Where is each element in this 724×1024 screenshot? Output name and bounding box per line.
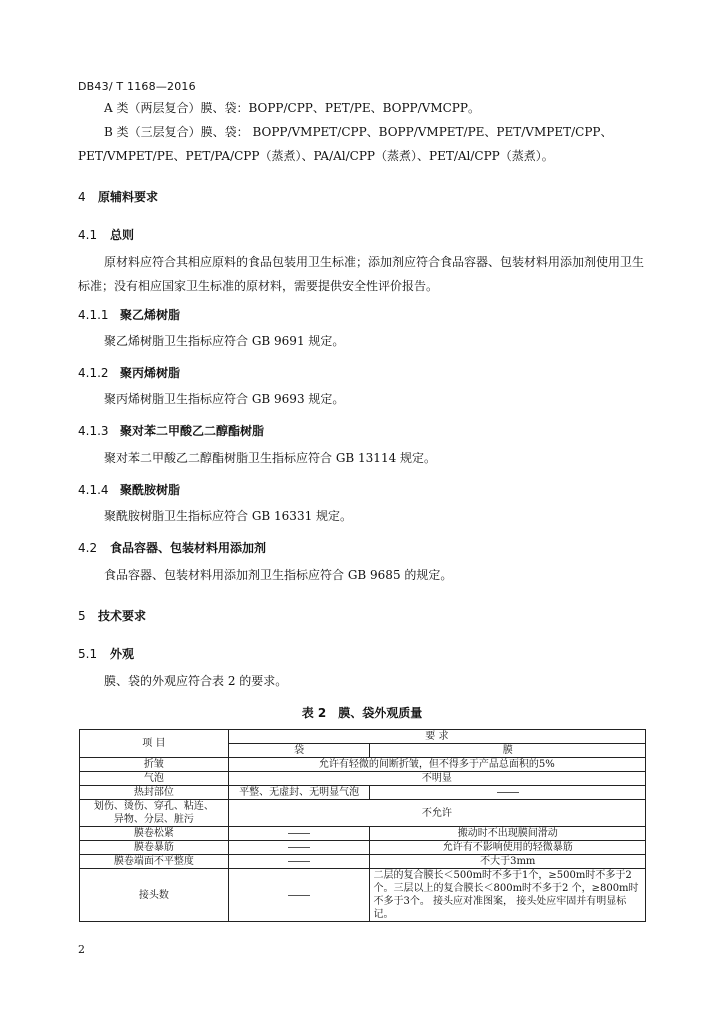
section-4-1-2-heading	[78, 364, 180, 381]
table-row	[80, 758, 646, 772]
section-4-1-3-heading	[78, 422, 264, 439]
row-item: 膜卷松紧	[80, 827, 229, 841]
section-number: 5.1	[78, 647, 98, 661]
section-4-2-body: 食品容器、包装材料用添加剂卫生指标应符合 GB 9685 的规定。	[104, 568, 453, 582]
section-title: 聚丙烯树脂	[120, 366, 181, 380]
row-value: 允许有轻微的间断折皱，但不得多于产品总面积的5%	[228, 758, 645, 772]
row-bag-value: 平整、无虚封、无明显气泡	[228, 786, 370, 800]
section-title: 聚酰胺树脂	[120, 483, 181, 497]
row-item-line: 异物、分层、脏污	[113, 814, 194, 825]
section-number: 4	[78, 190, 86, 204]
row-item: 折皱	[80, 758, 229, 772]
table-row	[80, 800, 646, 827]
section-number: 4.1.2	[78, 366, 109, 380]
section-5-1-heading	[78, 645, 134, 662]
section-title: 外观	[110, 647, 135, 661]
table-header-row	[80, 730, 646, 744]
row-item: 接头数	[80, 869, 229, 922]
table-row	[80, 786, 646, 800]
class-b-paragraph: B 类（三层复合）膜、袋： BOPP/VMPET/CPP、BOPP/VMPET/PE、PET/VMPET/CPP、PET/VMPET/PE、PET/PA/CPP（蒸煮）、PA/Al/CPP（蒸煮）、PET/Al/CPP（蒸煮）。	[78, 125, 613, 163]
section-number: 5	[78, 609, 86, 623]
section-number: 4.1	[78, 228, 98, 242]
section-title: 原辅料要求	[98, 190, 159, 204]
row-item: 气泡	[80, 772, 229, 786]
section-4-heading	[78, 188, 158, 205]
header-film: 膜	[370, 744, 646, 758]
row-item: 热封部位	[80, 786, 229, 800]
row-film-dash	[370, 786, 646, 800]
section-4-1-body: 原材料应符合其相应原料的食品包装用卫生标准；添加剂应符合食品容器、包装材料用添加剂使用卫生标准；没有相应国家卫生标准的原材料，需要提供安全性评价报告。	[78, 255, 645, 293]
row-film-value: 不大于3mm	[370, 855, 646, 869]
section-5-heading	[78, 607, 146, 624]
row-bag-dash	[228, 827, 370, 841]
section-title: 总则	[110, 228, 135, 242]
section-title: 技术要求	[98, 609, 147, 623]
row-value: 不允许	[228, 800, 645, 827]
row-bag-dash	[228, 841, 370, 855]
table-caption: 表 2 膜、袋外观质量	[301, 706, 423, 720]
row-item-line: 划伤、烫伤、穿孔、粘连、	[93, 801, 214, 812]
section-number: 4.2	[78, 541, 98, 555]
class-a-paragraph: A 类（两层复合）膜、袋：BOPP/CPP、PET/PE、BOPP/VMCPP。	[104, 101, 480, 115]
section-4-2-heading	[78, 539, 266, 556]
section-4-1-4-body: 聚酰胺树脂卫生指标应符合 GB 16331 规定。	[104, 509, 353, 523]
section-title: 聚乙烯树脂	[120, 308, 181, 322]
row-bag-dash	[228, 869, 370, 922]
row-item: 膜卷暴筋	[80, 841, 229, 855]
table-row	[80, 855, 646, 869]
table-row	[80, 841, 646, 855]
section-4-1-4-heading	[78, 481, 180, 498]
section-number: 4.1.4	[78, 483, 109, 497]
header-bag: 袋	[228, 744, 370, 758]
table-row	[80, 869, 646, 922]
row-film-value: 二层的复合膜长＜500m时不多于1个，≥500m时不多于2个。三层以上的复合膜长＜800m时不多于2 个，≥800m时不多于3个。 接头应对准图案， 接头处应牢固并有明显标记。	[370, 869, 646, 922]
table-row	[80, 772, 646, 786]
section-4-1-1-heading	[78, 306, 180, 323]
section-number: 4.1.1	[78, 308, 109, 322]
section-title: 食品容器、包装材料用添加剂	[110, 541, 267, 555]
header-item: 项 目	[80, 730, 229, 758]
standard-code-header: DB43/ T 1168—2016	[78, 80, 196, 93]
row-film-value: 允许有不影响使用的轻微暴筋	[370, 841, 646, 855]
header-requirement: 要 求	[228, 730, 645, 744]
dash-mark	[288, 861, 310, 862]
section-4-1-1-body: 聚乙烯树脂卫生指标应符合 GB 9691 规定。	[104, 334, 345, 348]
appearance-quality-table	[79, 729, 646, 922]
section-4-1-heading	[78, 226, 134, 243]
row-item	[80, 800, 229, 827]
table-row	[80, 827, 646, 841]
dash-mark	[497, 792, 519, 793]
dash-mark	[288, 895, 310, 896]
row-bag-dash	[228, 855, 370, 869]
section-number: 4.1.3	[78, 424, 109, 438]
section-4-1-2-body: 聚丙烯树脂卫生指标应符合 GB 9693 规定。	[104, 392, 345, 406]
section-title: 聚对苯二甲酸乙二醇酯树脂	[120, 424, 265, 438]
dash-mark	[288, 847, 310, 848]
row-film-value: 搬动时不出现膜间滑动	[370, 827, 646, 841]
page-number: 2	[78, 943, 85, 956]
dash-mark	[288, 833, 310, 834]
section-5-1-body: 膜、袋的外观应符合表 2 的要求。	[104, 674, 288, 688]
section-4-1-3-body: 聚对苯二甲酸乙二醇酯树脂卫生指标应符合 GB 13114 规定。	[104, 451, 437, 465]
row-value: 不明显	[228, 772, 645, 786]
row-item: 膜卷端面不平整度	[80, 855, 229, 869]
